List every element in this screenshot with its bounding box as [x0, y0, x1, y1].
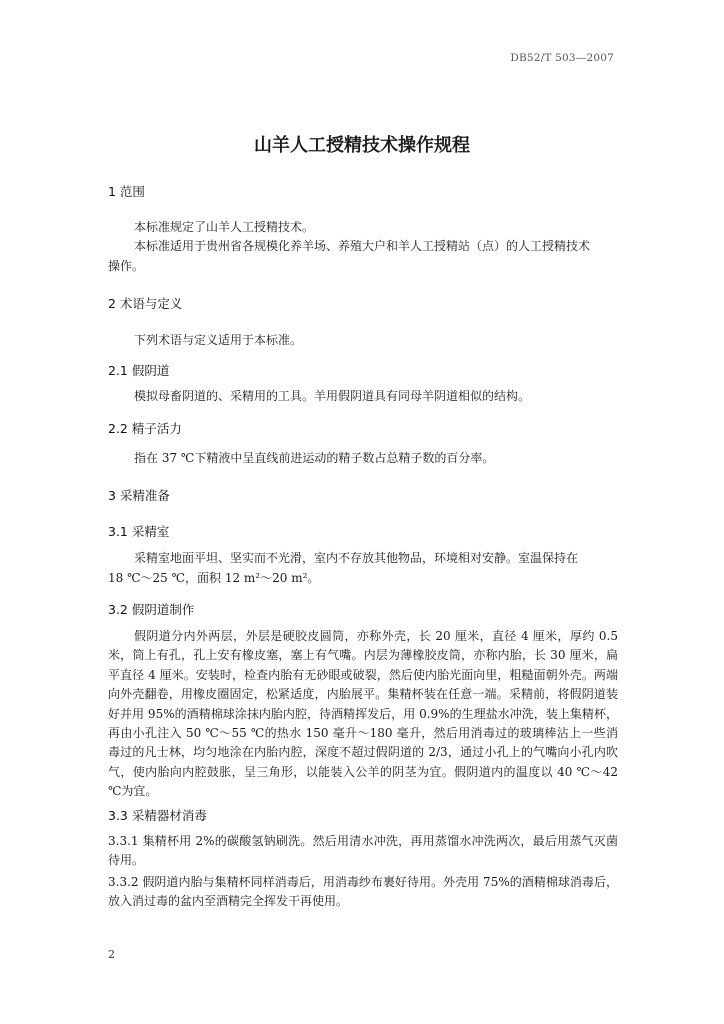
section-2-2-text: 指在 37 ℃下精液中呈直线前进运动的精子数占总精子数的百分率。	[134, 451, 495, 465]
standard-code: DB52/T 503—2007	[510, 52, 614, 64]
section-1-paragraph-1: 本标准规定了山羊人工授精技术。	[134, 220, 315, 234]
section-2-1-text: 模拟母畜阴道的、采精用的工具。羊用假阴道具有同母羊阴道相似的结构。	[134, 389, 531, 403]
section-2-heading: 2 术语与定义	[108, 296, 183, 311]
section-1-heading: 1 范围	[108, 184, 145, 199]
section-3-heading: 3 采精准备	[108, 488, 170, 503]
section-1-paragraph-2-line-1: 本标准适用于贵州省各规模化养羊场、养殖大户和羊人工授精站（点）的人工授精技术	[134, 239, 591, 253]
section-3-2-heading: 3.2 假阴道制作	[108, 602, 195, 617]
page-number: 2	[108, 948, 115, 961]
section-2-paragraph: 下列术语与定义适用于本标准。	[134, 333, 303, 347]
section-3-3-heading: 3.3 采精器材消毒	[108, 808, 207, 823]
section-2-1-heading: 2.1 假阴道	[108, 363, 170, 378]
document-title: 山羊人工授精技术操作规程	[254, 135, 470, 156]
section-3-1-heading: 3.1 采精室	[108, 524, 170, 539]
section-3-3-2-text: 3.3.2 假阴道内胎与集精杯同样消毒后，用消毒纱布裹好待用。外壳用 75%的酒精棉球消毒后，放入消过毒的盆内至酒精完全挥发干再使用。	[108, 875, 618, 908]
section-3-3-1-text: 3.3.1 集精杯用 2%的碳酸氢钠刷洗。然后用清水冲洗，再用蒸馏水冲洗两次，最后用蒸气灭菌待用。	[108, 834, 618, 867]
section-1-paragraph-2-line-2: 操作。	[108, 259, 145, 273]
section-3-1-line-2: 18 ℃～25 ℃，面积 12 m²～20 m²。	[108, 571, 320, 585]
section-3-2-text: 假阴道分内外两层，外层是硬胶皮圆筒，亦称外壳，长 20 厘米，直径 4 厘米，厚约 0.5 米，筒上有孔，孔上安有橡皮塞，塞上有气嘴。内层为薄橡胶皮筒，亦称内胎，长 30 厘米，扁平直径 4 厘米。安装时，检查内胎有无砂眼或破裂，然后使内胎光面向里，粗糙面朝外壳。两端向外壳翻卷，用橡皮圈固定，松紧适度，内胎展平。集精杯装在任意一端。采精前，将假阴道装好并用 95%的酒精棉球涂抹内胎内腔，待酒精挥发后，用 0.9%的生理盐水冲洗，装上集精杯，再由小孔注入 50 ℃～55 ℃的热水 150 毫升～180 毫升，然后用消毒过的玻璃棒沾上一些消毒过的凡士林，均匀地涂在内胎内腔，深度不超过假阴道的 2/3，通过小孔上的气嘴向小孔内吹气，使内胎向内腔鼓胀，呈三角形，以能装入公羊的阴茎为宜。假阴道内的温度以 40 ℃～42 ℃为宜。	[108, 629, 618, 799]
section-2-2-heading: 2.2 精子活力	[108, 421, 182, 436]
section-3-1-line-1: 采精室地面平坦、坚实而不光滑，室内不存放其他物品，环境相对安静。室温保持在	[134, 551, 579, 565]
